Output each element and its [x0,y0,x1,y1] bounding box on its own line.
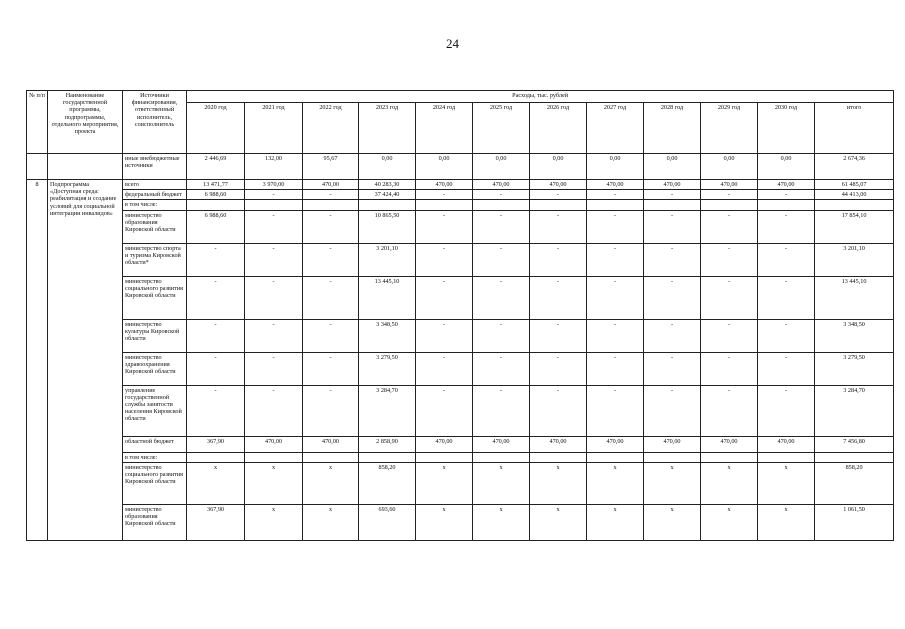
row-no [27,154,48,180]
row-value: - [587,190,644,200]
row-value: - [587,276,644,319]
row-value: - [530,385,587,436]
row-value: x [530,462,587,504]
row-value: x [473,462,530,504]
header-year: 2023 год [359,103,416,154]
row-value [644,200,701,210]
row-value: - [644,385,701,436]
subprogram-name: Подпрограмма «Доступная среда: реабилитация и создание условий для социальной интеграции инвалидов» [48,180,123,541]
row-value: - [416,276,473,319]
table-row [27,462,894,504]
row-value: 470,00 [587,180,644,190]
row-value: - [644,243,701,276]
row-value: - [245,190,303,200]
row-value: 3 201,10 [359,243,416,276]
row-value: 470,00 [530,180,587,190]
row-value: - [303,190,359,200]
row-value: - [187,352,245,385]
row-value: - [758,210,815,243]
row-value [758,452,815,462]
row-value: 0,00 [587,154,644,180]
row-value: - [701,385,758,436]
row-value: - [758,276,815,319]
row-value: 3 970,00 [245,180,303,190]
row-value: 470,00 [701,436,758,452]
row-value: - [701,243,758,276]
row-value: x [303,504,359,540]
row-value: 0,00 [701,154,758,180]
row-value: - [187,276,245,319]
row-value: 3 348,50 [359,319,416,352]
row-value [359,200,416,210]
row-value: 470,00 [758,180,815,190]
row-value: x [644,462,701,504]
page-number: 24 [446,36,459,51]
row-value: - [644,210,701,243]
row-value: 2 674,36 [815,154,894,180]
header-no: № п/п [27,91,48,154]
header-year: 2028 год [644,103,701,154]
row-value: 13 471,77 [187,180,245,190]
row-value: 132,00 [245,154,303,180]
row-value: - [701,190,758,200]
row-value: - [701,352,758,385]
header-year: 2027 год [587,103,644,154]
header-year: 2024 год [416,103,473,154]
row-value: 0,00 [530,154,587,180]
table-row [27,452,894,462]
row-value: - [303,243,359,276]
table-row [27,504,894,540]
row-value: - [245,210,303,243]
row-name [48,154,123,180]
row-value [815,452,894,462]
header-year: 2029 год [701,103,758,154]
row-value: - [530,210,587,243]
row-value: x [587,462,644,504]
row-value: - [530,276,587,319]
row-value: - [701,210,758,243]
row-value: x [245,504,303,540]
row-value: - [245,276,303,319]
row-value: 470,00 [758,436,815,452]
row-value: - [530,190,587,200]
row-value: 6 988,60 [187,210,245,243]
row-value: 6 988,60 [187,190,245,200]
row-value: - [245,385,303,436]
row-no: 8 [27,180,48,541]
row-value: - [416,190,473,200]
row-value: 3 284,70 [359,385,416,436]
row-value: x [303,462,359,504]
row-source: министерство социального развития Кировской области [123,276,187,319]
table-row [27,276,894,319]
row-value: 470,00 [644,180,701,190]
row-value: - [587,319,644,352]
row-value: 13 445,10 [815,276,894,319]
row-value: 0,00 [473,154,530,180]
row-value: 95,67 [303,154,359,180]
row-value [530,452,587,462]
row-value: - [587,385,644,436]
table-row [27,243,894,276]
row-value: - [473,190,530,200]
row-value [416,200,473,210]
row-value: x [701,462,758,504]
row-value: - [644,190,701,200]
row-value: - [416,385,473,436]
row-value: - [758,385,815,436]
header-name: Наименование государственной программы, подпрограммы, отдельного мероприятия, проекта [48,91,123,154]
row-value: - [644,352,701,385]
row-value [245,200,303,210]
row-value: - [758,319,815,352]
header-year: итого [815,103,894,154]
row-value: - [587,352,644,385]
row-value: - [187,319,245,352]
row-value: 470,00 [303,436,359,452]
row-value: - [758,190,815,200]
row-value: 858,20 [359,462,416,504]
row-value: 44 413,00 [815,190,894,200]
row-value [587,452,644,462]
row-value: - [701,319,758,352]
header-year: 2020 год [187,103,245,154]
row-value: 3 348,50 [815,319,894,352]
row-source: управление государственной службы занятости населения Кировской области [123,385,187,436]
row-value [815,200,894,210]
row-value [303,200,359,210]
table-row [27,200,894,210]
row-value: - [758,352,815,385]
row-value [530,200,587,210]
row-value: x [758,462,815,504]
row-value: - [530,352,587,385]
row-value: 17 854,10 [815,210,894,243]
row-value: 693,60 [359,504,416,540]
row-value: x [245,462,303,504]
row-value: - [644,276,701,319]
row-value [473,200,530,210]
row-value [701,200,758,210]
row-value: x [473,504,530,540]
row-value: - [416,352,473,385]
row-value: 37 424,40 [359,190,416,200]
row-source: областной бюджет [123,436,187,452]
header-year: 2026 год [530,103,587,154]
row-value: - [245,319,303,352]
row-value: 367,90 [187,436,245,452]
row-value: x [416,504,473,540]
row-value [701,452,758,462]
row-value: 470,00 [303,180,359,190]
row-value: 7 456,80 [815,436,894,452]
row-value [303,452,359,462]
row-value: 470,00 [530,436,587,452]
row-value: 470,00 [701,180,758,190]
row-value: - [587,243,644,276]
row-value [187,200,245,210]
row-value: - [303,352,359,385]
table-row [27,352,894,385]
row-source: иные внебюджетные источники [123,154,187,180]
row-source: министерство здравоохранения Кировской области [123,352,187,385]
header-source: Источники финансирования, ответственный исполнитель, соисполнитель [123,91,187,154]
row-value: 0,00 [644,154,701,180]
row-value: 0,00 [758,154,815,180]
row-value: 470,00 [416,180,473,190]
table-row [27,319,894,352]
row-value: 0,00 [359,154,416,180]
row-source: в том числе: [123,200,187,210]
table-row [27,210,894,243]
row-value: 367,90 [187,504,245,540]
header-year: 2030 год [758,103,815,154]
row-value: - [303,319,359,352]
header-year: 2021 год [245,103,303,154]
row-source: в том числе: [123,452,187,462]
row-value: x [644,504,701,540]
row-source: федеральный бюджет [123,190,187,200]
row-value: 13 445,10 [359,276,416,319]
row-value: - [303,276,359,319]
row-value: 1 061,50 [815,504,894,540]
table-row [27,385,894,436]
row-value: 470,00 [245,436,303,452]
row-value: 470,00 [587,436,644,452]
row-value: - [473,385,530,436]
row-value: 3 201,10 [815,243,894,276]
row-value: 10 865,50 [359,210,416,243]
row-value [359,452,416,462]
row-value: - [303,385,359,436]
row-value: 470,00 [473,180,530,190]
row-value: 2 446,69 [187,154,245,180]
row-value: 470,00 [644,436,701,452]
header-year: 2025 год [473,103,530,154]
row-value: 0,00 [416,154,473,180]
row-value: - [245,243,303,276]
row-value: - [530,319,587,352]
header-expenses: Расходы, тыс. рублей [187,91,894,103]
row-source: министерство спорта и туризма Кировской области* [123,243,187,276]
row-source: всего [123,180,187,190]
header-year: 2022 год [303,103,359,154]
table-row [27,190,894,200]
row-value: 3 279,50 [815,352,894,385]
row-value [587,200,644,210]
row-value: 470,00 [473,436,530,452]
row-source: министерство культуры Кировской области [123,319,187,352]
table-row [27,436,894,452]
row-source: министерство социального развития Кировской области [123,462,187,504]
row-value: - [416,243,473,276]
row-source: министерство образования Кировской области [123,504,187,540]
row-value: - [416,210,473,243]
row-value: - [758,243,815,276]
table-row [27,180,894,190]
row-value [758,200,815,210]
row-value: 2 858,90 [359,436,416,452]
row-value: - [245,352,303,385]
row-value: - [530,243,587,276]
row-value: - [187,243,245,276]
row-value: - [587,210,644,243]
row-value: x [530,504,587,540]
row-value [416,452,473,462]
row-value: x [187,462,245,504]
row-value: 858,20 [815,462,894,504]
row-value [473,452,530,462]
row-value: - [303,210,359,243]
row-value: x [416,462,473,504]
row-value: x [758,504,815,540]
row-value: - [473,276,530,319]
row-value: - [644,319,701,352]
table-row [27,154,894,180]
row-value: - [473,210,530,243]
row-value: - [473,319,530,352]
row-value: - [701,276,758,319]
row-value: - [416,319,473,352]
row-value: 3 284,70 [815,385,894,436]
row-value: 470,00 [416,436,473,452]
row-value: x [587,504,644,540]
row-value [644,452,701,462]
row-value: 40 283,30 [359,180,416,190]
row-value [245,452,303,462]
row-value: - [473,352,530,385]
row-value: - [473,243,530,276]
row-value: - [187,385,245,436]
row-value [187,452,245,462]
row-source: министерство образования Кировской области [123,210,187,243]
row-value: 3 279,50 [359,352,416,385]
budget-table [26,90,894,541]
row-value: x [701,504,758,540]
row-value: 61 485,07 [815,180,894,190]
